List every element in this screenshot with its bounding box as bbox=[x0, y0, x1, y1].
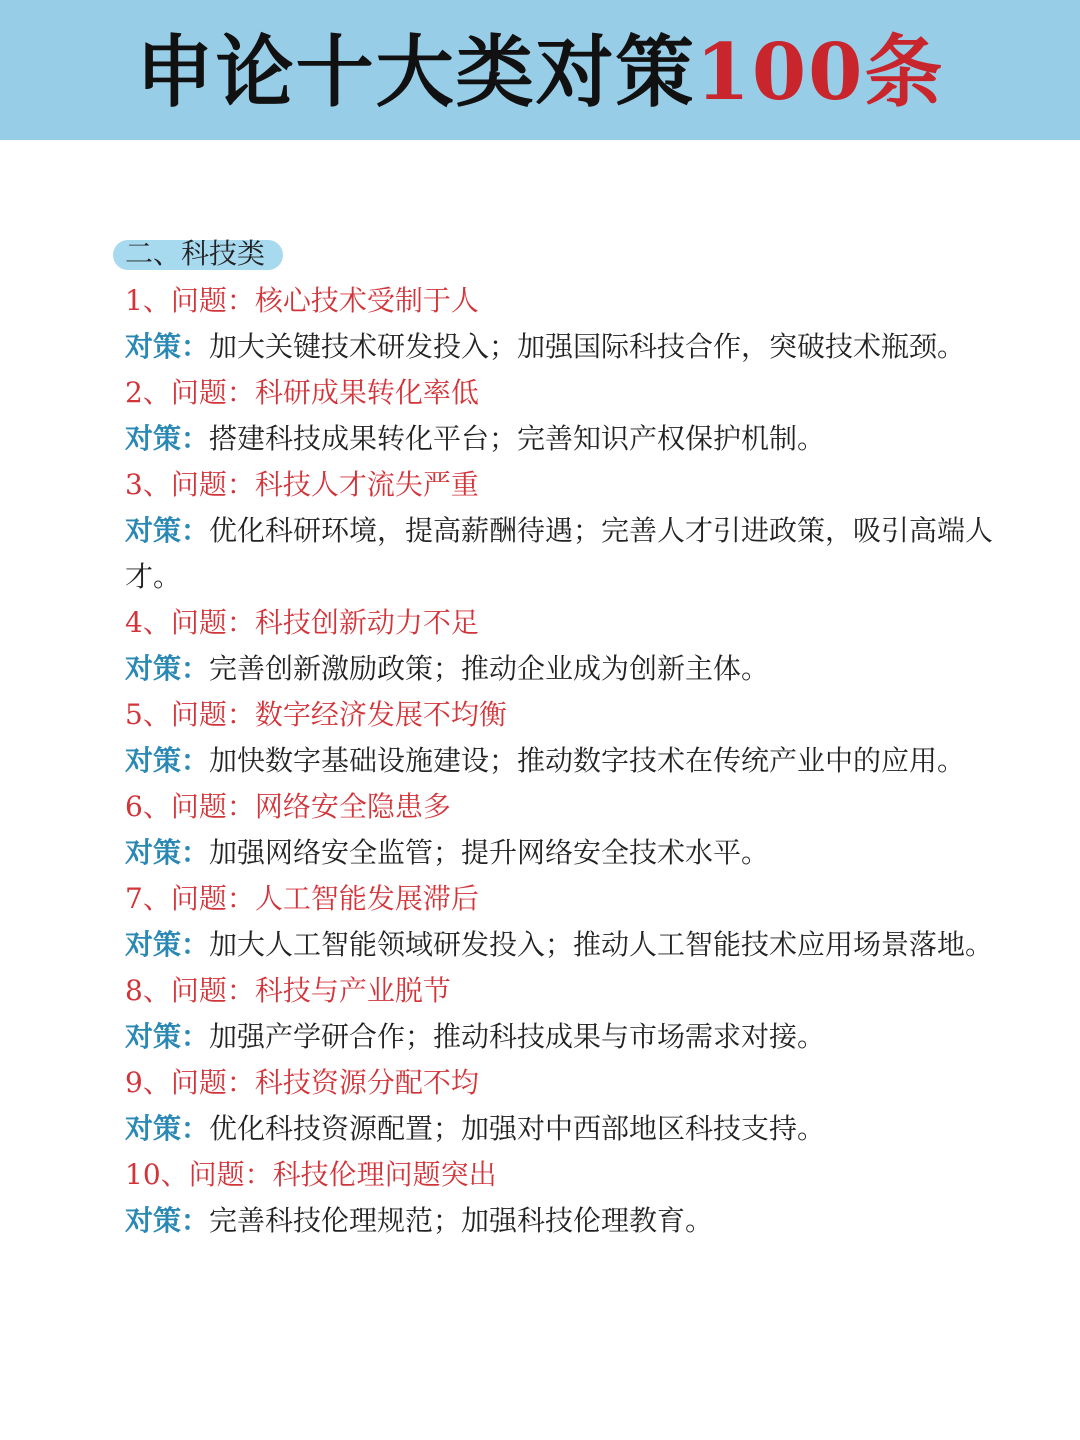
strategy-text bbox=[125, 1014, 1005, 1060]
content-area bbox=[125, 232, 1005, 1244]
problem-text: 1、问题：核心技术受制于人 bbox=[125, 284, 479, 317]
list-item bbox=[125, 1060, 1005, 1152]
problem-text: 10、问题：科技伦理问题突出 bbox=[125, 1158, 497, 1191]
problem-text: 5、问题：数字经济发展不均衡 bbox=[125, 698, 507, 731]
title-main-text: 申论十大类对策 bbox=[135, 27, 696, 118]
problem-text: 7、问题：人工智能发展滞后 bbox=[125, 882, 479, 915]
list-item bbox=[125, 968, 1005, 1060]
strategy-label: 对策： bbox=[125, 514, 210, 547]
strategy-text bbox=[125, 324, 1005, 370]
list-item bbox=[125, 278, 1005, 370]
strategy-content: 优化科研环境，提高薪酬待遇；完善人才引进政策，吸引高端人才。 bbox=[125, 514, 994, 593]
strategy-content: 加强产学研合作；推动科技成果与市场需求对接。 bbox=[209, 1020, 826, 1053]
strategy-text bbox=[125, 738, 1005, 784]
page-title bbox=[135, 27, 945, 118]
strategy-text bbox=[125, 830, 1005, 876]
strategy-text bbox=[125, 416, 1005, 462]
strategy-text bbox=[125, 1198, 1005, 1244]
strategy-label: 对策： bbox=[125, 928, 210, 961]
strategy-text bbox=[125, 646, 1005, 692]
strategy-content: 完善科技伦理规范；加强科技伦理教育。 bbox=[209, 1204, 714, 1237]
strategy-text bbox=[125, 508, 1005, 600]
strategy-label: 对策： bbox=[125, 836, 210, 869]
list-item bbox=[125, 370, 1005, 462]
list-item bbox=[125, 692, 1005, 784]
strategy-content: 加强网络安全监管；提升网络安全技术水平。 bbox=[209, 836, 770, 869]
strategy-label: 对策： bbox=[125, 1204, 210, 1237]
title-accent-text: 100条 bbox=[695, 27, 945, 118]
strategy-label: 对策： bbox=[125, 422, 210, 455]
strategy-label: 对策： bbox=[125, 1020, 210, 1053]
list-item bbox=[125, 876, 1005, 968]
strategy-content: 完善创新激励政策；推动企业成为创新主体。 bbox=[209, 652, 770, 685]
strategy-content: 加快数字基础设施建设；推动数字技术在传统产业中的应用。 bbox=[209, 744, 966, 777]
strategy-content: 优化科技资源配置；加强对中西部地区科技支持。 bbox=[209, 1112, 826, 1145]
problem-text: 2、问题：科研成果转化率低 bbox=[125, 376, 479, 409]
title-banner bbox=[0, 0, 1080, 140]
problem-text: 9、问题：科技资源分配不均 bbox=[125, 1066, 479, 1099]
section-heading bbox=[123, 232, 273, 276]
strategy-label: 对策： bbox=[125, 330, 210, 363]
list-item bbox=[125, 462, 1005, 600]
problem-text: 4、问题：科技创新动力不足 bbox=[125, 606, 479, 639]
problem-text: 6、问题：网络安全隐患多 bbox=[125, 790, 451, 823]
problem-text: 3、问题：科技人才流失严重 bbox=[125, 468, 479, 501]
list-item bbox=[125, 784, 1005, 876]
strategy-text bbox=[125, 1106, 1005, 1152]
strategy-content: 搭建科技成果转化平台；完善知识产权保护机制。 bbox=[209, 422, 826, 455]
strategy-content: 加大人工智能领域研发投入；推动人工智能技术应用场景落地。 bbox=[209, 928, 994, 961]
problem-text: 8、问题：科技与产业脱节 bbox=[125, 974, 451, 1007]
list-item bbox=[125, 1152, 1005, 1244]
strategy-content: 加大关键技术研发投入；加强国际科技合作，突破技术瓶颈。 bbox=[209, 330, 966, 363]
strategy-text bbox=[125, 922, 1005, 968]
section-heading-text: 二、科技类 bbox=[125, 237, 266, 270]
list-item bbox=[125, 600, 1005, 692]
strategy-label: 对策： bbox=[125, 652, 210, 685]
strategy-label: 对策： bbox=[125, 744, 210, 777]
strategy-label: 对策： bbox=[125, 1112, 210, 1145]
